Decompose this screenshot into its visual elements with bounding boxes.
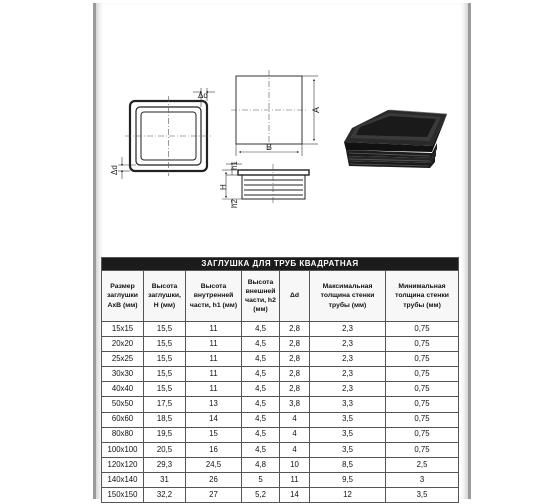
cell-size: 100x100 bbox=[102, 442, 144, 457]
cell-outer-height: 4,5 bbox=[242, 442, 280, 457]
front-view-drawing bbox=[110, 88, 215, 179]
delta-d-label-side: Δd bbox=[110, 165, 119, 175]
cell-height: 17,5 bbox=[144, 397, 186, 412]
table-body bbox=[102, 322, 459, 503]
cell-min-wall: 0,75 bbox=[386, 337, 459, 352]
cell-min-wall: 0,75 bbox=[386, 322, 459, 337]
cell-min-wall: 3,5 bbox=[386, 488, 459, 503]
cell-size: 150x150 bbox=[102, 488, 144, 503]
top-view-drawing bbox=[231, 70, 321, 156]
table-row bbox=[102, 457, 459, 472]
cell-delta-d: 2,8 bbox=[280, 337, 310, 352]
h-label: H bbox=[219, 184, 228, 190]
cell-outer-height: 5,2 bbox=[242, 488, 280, 503]
side-view-drawing bbox=[219, 161, 309, 208]
cell-outer-height: 5 bbox=[242, 472, 280, 487]
header-outer-height: Высота внешней части, h2 (мм) bbox=[242, 271, 280, 322]
cell-max-wall: 3,5 bbox=[310, 412, 386, 427]
cell-min-wall: 0,75 bbox=[386, 397, 459, 412]
cell-min-wall: 0,75 bbox=[386, 412, 459, 427]
cell-size: 120x120 bbox=[102, 457, 144, 472]
cell-inner-height: 11 bbox=[186, 382, 242, 397]
cell-size: 20x20 bbox=[102, 337, 144, 352]
cell-outer-height: 4,5 bbox=[242, 427, 280, 442]
cell-delta-d: 2,8 bbox=[280, 322, 310, 337]
cell-max-wall: 12 bbox=[310, 488, 386, 503]
technical-drawings bbox=[0, 0, 560, 250]
dimension-b-label: B bbox=[266, 142, 273, 152]
cell-inner-height: 13 bbox=[186, 397, 242, 412]
cell-inner-height: 14 bbox=[186, 412, 242, 427]
cell-delta-d: 4 bbox=[280, 442, 310, 457]
cell-min-wall: 0,75 bbox=[386, 427, 459, 442]
table-header-row bbox=[102, 271, 459, 322]
cell-size: 30x30 bbox=[102, 367, 144, 382]
cell-height: 20,5 bbox=[144, 442, 186, 457]
cell-max-wall: 3,3 bbox=[310, 397, 386, 412]
cell-size: 50x50 bbox=[102, 397, 144, 412]
cell-delta-d: 2,8 bbox=[280, 367, 310, 382]
cell-size: 15x15 bbox=[102, 322, 144, 337]
cell-delta-d: 4 bbox=[280, 412, 310, 427]
cell-outer-height: 4,5 bbox=[242, 412, 280, 427]
cell-inner-height: 24,5 bbox=[186, 457, 242, 472]
cell-delta-d: 3,8 bbox=[280, 397, 310, 412]
cell-height: 32,2 bbox=[144, 488, 186, 503]
cell-inner-height: 11 bbox=[186, 322, 242, 337]
header-delta-d: Δd bbox=[280, 271, 310, 322]
cell-inner-height: 11 bbox=[186, 337, 242, 352]
cell-delta-d: 10 bbox=[280, 457, 310, 472]
cell-outer-height: 4,5 bbox=[242, 367, 280, 382]
cell-outer-height: 4,5 bbox=[242, 382, 280, 397]
cell-max-wall: 9,5 bbox=[310, 472, 386, 487]
cell-height: 31 bbox=[144, 472, 186, 487]
table-row bbox=[102, 412, 459, 427]
cell-min-wall: 0,75 bbox=[386, 382, 459, 397]
cell-outer-height: 4,5 bbox=[242, 337, 280, 352]
cell-height: 15,5 bbox=[144, 367, 186, 382]
cell-height: 15,5 bbox=[144, 352, 186, 367]
cell-max-wall: 2,3 bbox=[310, 367, 386, 382]
table-row bbox=[102, 442, 459, 457]
table-row bbox=[102, 472, 459, 487]
cell-height: 15,5 bbox=[144, 337, 186, 352]
cell-size: 140x140 bbox=[102, 472, 144, 487]
cell-delta-d: 14 bbox=[280, 488, 310, 503]
table-row bbox=[102, 352, 459, 367]
cell-outer-height: 4,8 bbox=[242, 457, 280, 472]
cell-inner-height: 16 bbox=[186, 442, 242, 457]
cell-inner-height: 26 bbox=[186, 472, 242, 487]
cell-height: 18,5 bbox=[144, 412, 186, 427]
cell-height: 29,3 bbox=[144, 457, 186, 472]
cell-delta-d: 2,8 bbox=[280, 382, 310, 397]
cell-outer-height: 4,5 bbox=[242, 397, 280, 412]
delta-d-label-top: Δd bbox=[198, 91, 208, 100]
cell-max-wall: 2,3 bbox=[310, 322, 386, 337]
cell-inner-height: 27 bbox=[186, 488, 242, 503]
header-max-wall: Максимальная толщина стенки трубы (мм) bbox=[310, 271, 386, 322]
cell-size: 80x80 bbox=[102, 427, 144, 442]
table-row bbox=[102, 427, 459, 442]
cell-min-wall: 0,75 bbox=[386, 442, 459, 457]
table-row bbox=[102, 397, 459, 412]
spec-table bbox=[101, 257, 459, 503]
cell-min-wall: 2,5 bbox=[386, 457, 459, 472]
cell-size: 60x60 bbox=[102, 412, 144, 427]
cell-delta-d: 2,8 bbox=[280, 352, 310, 367]
cell-height: 15,5 bbox=[144, 382, 186, 397]
cell-inner-height: 11 bbox=[186, 352, 242, 367]
product-photo bbox=[344, 110, 447, 168]
header-size: Размер заглушки АхВ (мм) bbox=[102, 271, 144, 322]
header-min-wall: Минимальная толщина стенки трубы (мм) bbox=[386, 271, 459, 322]
header-inner-height: Высота внутренней части, h1 (мм) bbox=[186, 271, 242, 322]
h2-label: h2 bbox=[230, 199, 239, 208]
cell-height: 19,5 bbox=[144, 427, 186, 442]
cell-min-wall: 3 bbox=[386, 472, 459, 487]
cell-height: 15,5 bbox=[144, 322, 186, 337]
cell-min-wall: 0,75 bbox=[386, 367, 459, 382]
cell-max-wall: 3,5 bbox=[310, 427, 386, 442]
cell-max-wall: 2,3 bbox=[310, 382, 386, 397]
header-height: Высота заглушки, Н (мм) bbox=[144, 271, 186, 322]
cell-min-wall: 0,75 bbox=[386, 352, 459, 367]
h1-label: h1 bbox=[230, 161, 239, 170]
table-row bbox=[102, 488, 459, 503]
cell-outer-height: 4,5 bbox=[242, 352, 280, 367]
cell-max-wall: 3,5 bbox=[310, 442, 386, 457]
cell-max-wall: 8,5 bbox=[310, 457, 386, 472]
cell-inner-height: 11 bbox=[186, 367, 242, 382]
cell-inner-height: 15 bbox=[186, 427, 242, 442]
table-row bbox=[102, 322, 459, 337]
table-row bbox=[102, 367, 459, 382]
table-title: ЗАГЛУШКА ДЛЯ ТРУБ КВАДРАТНАЯ bbox=[102, 258, 459, 271]
cell-size: 25x25 bbox=[102, 352, 144, 367]
table-row bbox=[102, 382, 459, 397]
cell-delta-d: 11 bbox=[280, 472, 310, 487]
cell-size: 40x40 bbox=[102, 382, 144, 397]
cell-max-wall: 2,3 bbox=[310, 352, 386, 367]
cell-max-wall: 2,3 bbox=[310, 337, 386, 352]
cell-outer-height: 4,5 bbox=[242, 322, 280, 337]
table-row bbox=[102, 337, 459, 352]
cell-delta-d: 4 bbox=[280, 427, 310, 442]
dimension-a-label: A bbox=[311, 106, 321, 113]
